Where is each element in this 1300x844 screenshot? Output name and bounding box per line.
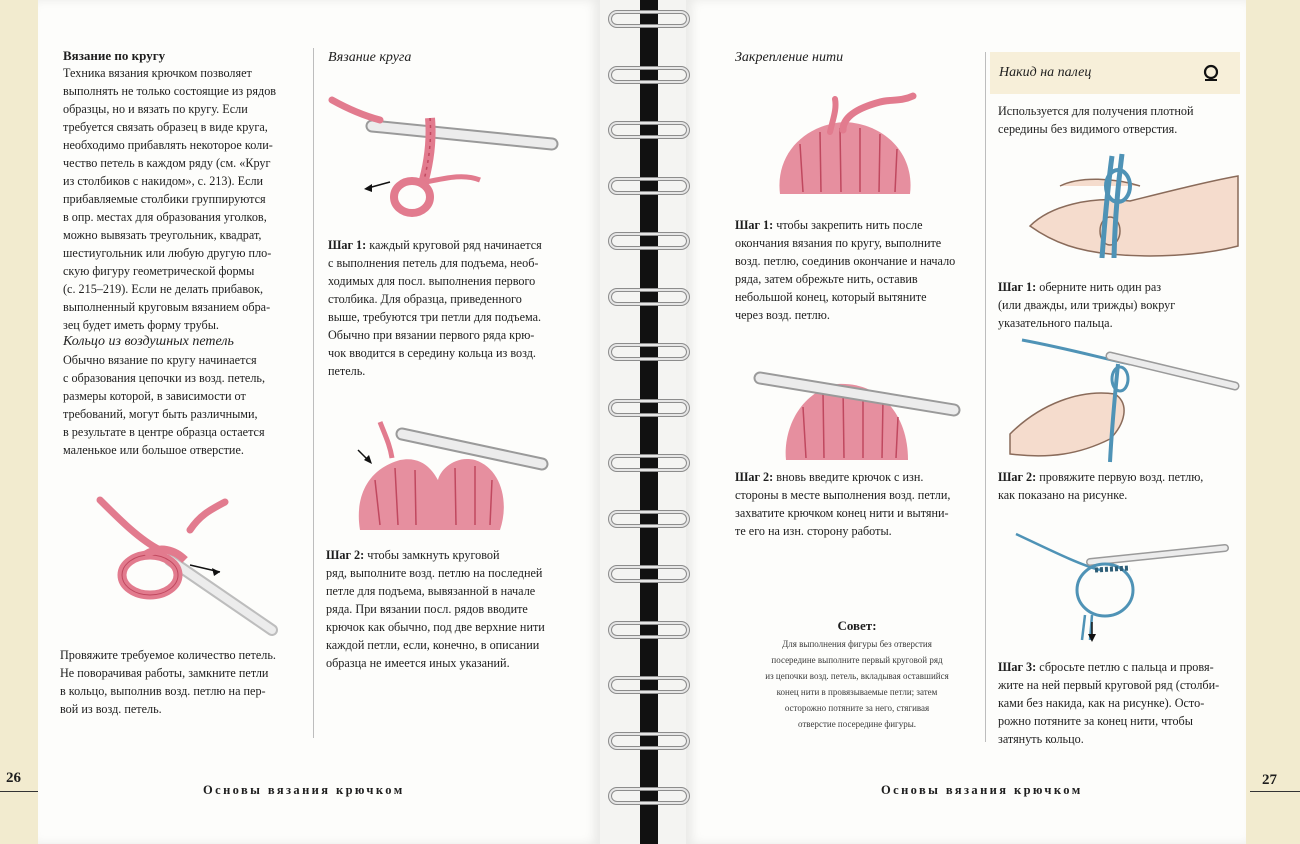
fasten-step2-text bbox=[735, 468, 980, 540]
text-line: середины без видимого отверстия. bbox=[998, 122, 1178, 136]
spiral-ring bbox=[608, 785, 690, 807]
text-line: можно вывязать треугольник, квадрат, bbox=[63, 228, 262, 242]
tip-text bbox=[740, 636, 974, 732]
circle-step1-illustration bbox=[330, 92, 560, 222]
step2-body bbox=[326, 548, 566, 672]
text-line: (с. 215–219). Если не делать прибавок, bbox=[63, 282, 264, 296]
text-line: требований, могут быть различными, bbox=[63, 407, 258, 421]
text-line: ряда, затем обрежьте нить, оставив bbox=[735, 272, 918, 286]
text-line: чтобы закрепить нить после bbox=[773, 218, 923, 232]
text-line: с образования цепочки из возд. петель, bbox=[63, 371, 266, 385]
text-line: ряд, выполните возд. петлю на последней bbox=[326, 566, 543, 580]
text-line: вновь введите крючок с изн. bbox=[773, 470, 924, 484]
text-line: выполнять не только состоящие из рядов bbox=[63, 84, 277, 98]
text-line: жите на ней первый круговой ряд (столби- bbox=[998, 678, 1220, 692]
text-line: прибавляемые столбики группируются bbox=[63, 192, 266, 206]
text-line: Обычно вязание по кругу начинается bbox=[63, 353, 257, 367]
finger-wrap-step3-illustration bbox=[1010, 530, 1230, 650]
text-line: оберните нить один раз bbox=[1036, 280, 1162, 294]
text-line: необходимо прибавлять некоторое коли- bbox=[63, 138, 273, 152]
running-footer-right: Основы вязания крючком bbox=[881, 783, 1083, 797]
text-line: конец нити в провязываемые петли; затем bbox=[776, 687, 938, 697]
text-line: с выполнения петель для подъема, необ- bbox=[328, 256, 539, 270]
spiral-ring bbox=[608, 674, 690, 696]
text-line: отверстие посередине фигуры. bbox=[797, 719, 917, 729]
text-line: зец будет иметь форму трубы. bbox=[63, 318, 219, 332]
chain-ring-illustration bbox=[90, 490, 280, 640]
finger-wrap-intro bbox=[998, 102, 1238, 138]
page-number-rule-right bbox=[1250, 791, 1300, 792]
chain-ring-paragraph bbox=[63, 351, 303, 459]
spiral-ring bbox=[608, 175, 690, 197]
text-line: Провяжите требуемое количество петель. bbox=[60, 648, 276, 662]
text-line: Обычно при вязании первого ряда крю- bbox=[328, 328, 535, 342]
text-line: осторожно потяните за него, стягивая bbox=[784, 703, 930, 713]
subheading-chain-ring: Кольцо из воздушных петель bbox=[63, 334, 234, 349]
text-line: из цепочки возд. петель, вкладывая оставшийся bbox=[765, 671, 949, 681]
text-line: крючок как обычно, под две верхние нити bbox=[326, 620, 545, 634]
text-line: провяжите первую возд. петлю, bbox=[1036, 470, 1204, 484]
text-line: окончания вязания по кругу, выполните bbox=[735, 236, 942, 250]
text-line: в результате в центре образца остается bbox=[63, 425, 265, 439]
text-line: петле для подъема, вывязанной в начале bbox=[326, 584, 536, 598]
fasten-step2-label: Шаг 2: bbox=[735, 470, 774, 484]
text-line: чтобы замкнуть круговой bbox=[364, 548, 500, 562]
text-line: ками без накида, как на рисунке). Осто- bbox=[998, 696, 1205, 710]
fasten-step1-illustration bbox=[775, 94, 925, 204]
text-line: (или дважды, или трижды) вокруг bbox=[998, 298, 1176, 312]
heading-knitting-circle: Вязание круга bbox=[328, 50, 412, 65]
text-line: стороны в месте выполнения возд. петли, bbox=[735, 488, 951, 502]
text-line: чество петель в каждом ряду (см. «Круг bbox=[63, 156, 271, 170]
text-line: посередине выполните первый круговой ряд bbox=[771, 655, 943, 665]
fasten-step2-illustration bbox=[758, 372, 958, 462]
text-line: ряда. При вязании посл. рядов вводите bbox=[326, 602, 528, 616]
spiral-ring bbox=[608, 730, 690, 752]
spiral-ring bbox=[608, 341, 690, 363]
text-line: в кольцо, выполнив возд. петлю на пер- bbox=[60, 684, 266, 698]
ring-closing-paragraph bbox=[60, 646, 300, 718]
text-line: столбика. Для образца, приведенного bbox=[328, 292, 522, 306]
finger-step2-label: Шаг 2: bbox=[998, 470, 1037, 484]
text-line: выполненный круговым вязанием обра- bbox=[63, 300, 271, 314]
finger-wrap-step2-illustration bbox=[1000, 334, 1240, 464]
text-line: захватите крючком конец нити и вытяни- bbox=[735, 506, 949, 520]
step1-label: Шаг 1: bbox=[328, 238, 367, 252]
text-line: вой из возд. петель. bbox=[60, 702, 162, 716]
text-line: образца не имеется иных указаний. bbox=[326, 656, 510, 670]
text-line: скую фигуру геометрической формы bbox=[63, 264, 255, 278]
tip-title: Совет: bbox=[837, 618, 877, 633]
heading-fastening-off: Закрепление нити bbox=[735, 50, 844, 65]
text-line: через возд. петлю. bbox=[735, 308, 830, 322]
text-line: возд. петлю, соединив окончание и начало bbox=[735, 254, 956, 268]
finger-step1-label: Шаг 1: bbox=[998, 280, 1037, 294]
step1-body bbox=[328, 238, 568, 380]
spiral-ring bbox=[608, 8, 690, 30]
text-line: требуется связать образец в виде круга, bbox=[63, 120, 268, 134]
text-line: каждый круговой ряд начинается bbox=[366, 238, 542, 252]
text-line: Не поворачивая работы, замкните петли bbox=[60, 666, 269, 680]
spiral-ring bbox=[608, 286, 690, 308]
finger-wrap-step3-text bbox=[998, 658, 1238, 748]
text-line: каждой петли, если, конечно, в описании bbox=[326, 638, 540, 652]
text-line: шестиугольник или любую другую пло- bbox=[63, 246, 272, 260]
text-line: из столбиков с накидом», с. 213). Если bbox=[63, 174, 264, 188]
circle-step2-text bbox=[326, 546, 566, 672]
text-line: выше, требуются три петли для подъема. bbox=[328, 310, 542, 324]
step2-label: Шаг 2: bbox=[326, 548, 365, 562]
spiral-ring bbox=[608, 452, 690, 474]
spiral-ring bbox=[608, 230, 690, 252]
spiral-ring bbox=[608, 119, 690, 141]
spiral-ring bbox=[608, 64, 690, 86]
text-line: как показано на рисунке. bbox=[998, 488, 1128, 502]
text-line: сбросьте петлю с пальца и провя- bbox=[1036, 660, 1214, 674]
circle-symbol-icon bbox=[1202, 64, 1220, 82]
finger-wrap-step1-text bbox=[998, 278, 1238, 332]
column-divider-right bbox=[985, 52, 986, 742]
spiral-ring bbox=[608, 508, 690, 530]
running-footer-left: Основы вязания крючком bbox=[203, 783, 405, 797]
text-line: Техника вязания крючком позволяет bbox=[63, 66, 252, 80]
box-title: Накид на палец bbox=[999, 65, 1092, 80]
spiral-ring bbox=[608, 397, 690, 419]
text-line: Используется для получения плотной bbox=[998, 104, 1194, 118]
text-line: ходимых для посл. выполнения первого bbox=[328, 274, 536, 288]
intro-paragraph bbox=[63, 64, 303, 334]
text-line: небольшой конец, который вытяните bbox=[735, 290, 927, 304]
text-line: чок вводится в середину кольца из возд. bbox=[328, 346, 536, 360]
text-line: рожно потяните за конец нити, чтобы bbox=[998, 714, 1193, 728]
text-line: в опр. местах для образования уголков, bbox=[63, 210, 267, 224]
fasten-step1-body bbox=[735, 218, 980, 324]
finger-wrap-header-box bbox=[990, 52, 1240, 94]
spiral-ring bbox=[608, 563, 690, 585]
section-heading-round-knitting: Вязание по кругу bbox=[63, 48, 166, 63]
text-line: петель. bbox=[328, 364, 366, 378]
finger-step3-label: Шаг 3: bbox=[998, 660, 1037, 674]
fasten-step1-label: Шаг 1: bbox=[735, 218, 774, 232]
fasten-step1-text bbox=[735, 216, 980, 324]
finger-wrap-step1-illustration bbox=[1000, 146, 1240, 261]
text-line: маленькое или большое отверстие. bbox=[63, 443, 244, 457]
text-line: образцы, но и вязать по кругу. Если bbox=[63, 102, 248, 116]
text-line: размеры которой, в зависимости от bbox=[63, 389, 246, 403]
text-line: указательного пальца. bbox=[998, 316, 1113, 330]
column-divider bbox=[313, 48, 314, 738]
page-number-left: 26 bbox=[6, 770, 21, 786]
spiral-ring bbox=[608, 619, 690, 641]
page-number-rule-left bbox=[0, 791, 38, 792]
circle-step1-text bbox=[328, 236, 568, 380]
finger-wrap-step2-text bbox=[998, 468, 1238, 504]
text-line: те его на изн. сторону работы. bbox=[735, 524, 892, 538]
circle-step2-illustration bbox=[350, 420, 550, 540]
page-number-right: 27 bbox=[1262, 772, 1277, 788]
text-line: затянуть кольцо. bbox=[998, 732, 1084, 746]
text-line: Для выполнения фигуры без отверстия bbox=[782, 639, 932, 649]
